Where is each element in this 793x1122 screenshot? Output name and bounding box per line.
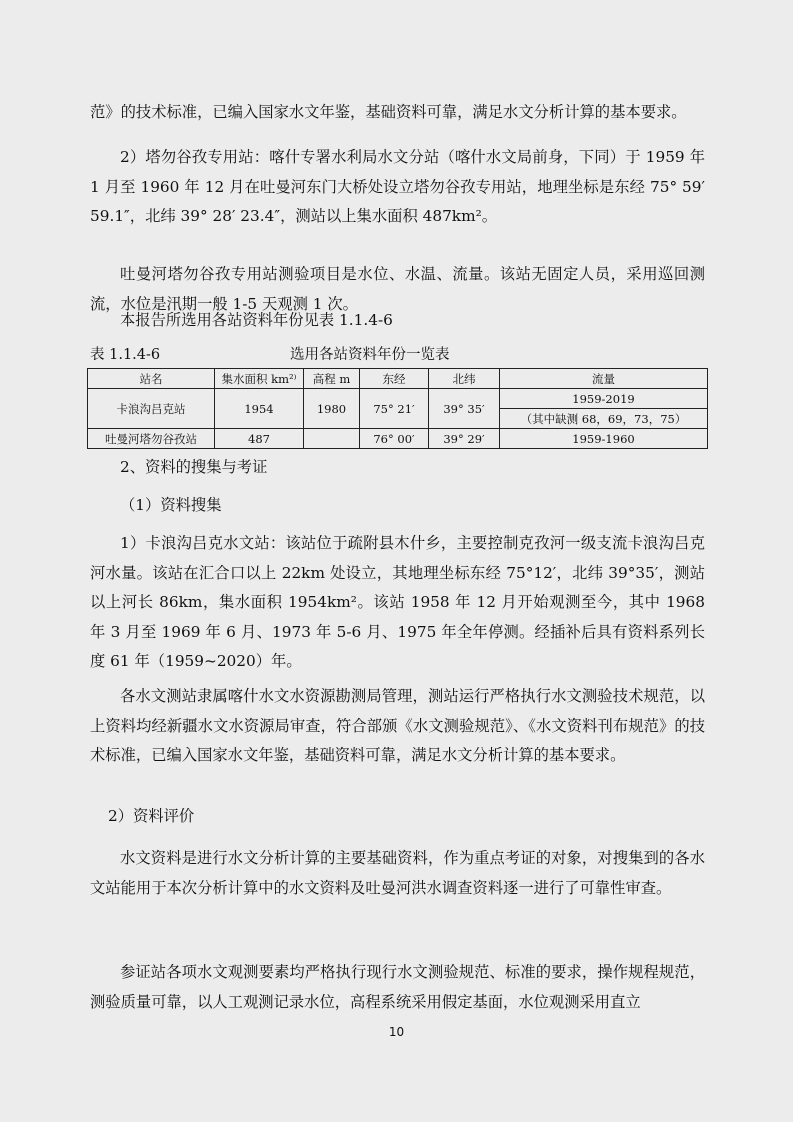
header-longitude: 东经 <box>360 369 429 389</box>
cell-longitude: 75° 21′ <box>360 389 429 429</box>
table-row <box>88 389 708 409</box>
cell-longitude: 76° 00′ <box>360 429 429 449</box>
paragraph-tawuguzi-items: 吐曼河塔勿谷孜专用站测验项目是水位、水温、流量。该站无固定人员，采用巡回测流，水位是汛期一般 1-5 天观测 1 次。 <box>90 265 705 313</box>
paragraph-kalanggou-station: 1）卡浪沟吕克水文站：该站位于疏附县木什乡，主要控制克孜河一级支流卡浪沟吕克河水量。该站在汇合口以上 22km 处设立，其地理坐标东经 75°12′，北纬 39°35′，测站以上河长 86km，集水面积 1954km²。该站 1958 年 12 月开始观测至今，其中 1968 年 3 月至 1969 年 6 月、1973 年 5-6 月、1975 年全年停测。经插补后具有资料系列长度 61 年（1959~2020）年。 <box>90 534 705 670</box>
cell-latitude: 39° 29′ <box>429 429 500 449</box>
table-caption <box>90 344 705 366</box>
header-elevation: 高程 m <box>304 369 360 389</box>
cell-flow-years: 1959-2019 <box>500 389 708 409</box>
cell-flow-years: 1959-1960 <box>500 429 708 449</box>
subsection-heading-evaluation: 2）资料评价 <box>108 807 195 825</box>
header-area: 集水面积 km²⁾ <box>215 369 304 389</box>
cell-flow-missing: （其中缺测 68，69，73，75） <box>500 409 708 429</box>
cell-elevation: 1980 <box>304 389 360 429</box>
section-heading-collection: 2、资料的搜集与考证 <box>120 458 268 476</box>
header-latitude: 北纬 <box>429 369 500 389</box>
header-flow: 流量 <box>500 369 708 389</box>
table-row <box>88 429 708 449</box>
cell-area: 1954 <box>215 389 304 429</box>
cell-station-name: 吐曼河塔勿谷孜站 <box>88 429 215 449</box>
cell-latitude: 39° 35′ <box>429 389 500 429</box>
table-header-row <box>88 369 708 389</box>
paragraph-table-reference: 本报告所选用各站资料年份见表 1.1.4-6 <box>120 311 393 329</box>
paragraph-management: 各水文测站隶属喀什水文水资源勘测局管理，测站运行严格执行水文测验技术规范，以上资料均经新疆水文水资源局审查，符合部颁《水文测验规范》、《水文资料刊布规范》的技术标准，已编入国家水文年鉴，基础资料可靠，满足水文分析计算的基本要求。 <box>90 687 705 764</box>
paragraph-evaluation: 水文资料是进行水文分析计算的主要基础资料，作为重点考证的对象，对搜集到的各水文站能用于本次分析计算中的水文资料及吐曼河洪水调查资料逐一进行了可靠性审查。 <box>90 849 705 897</box>
header-station: 站名 <box>88 369 215 389</box>
table-title: 选用各站资料年份一览表 <box>290 347 450 363</box>
paragraph-reference-station: 参证站各项水文观测要素均严格执行现行水文测验规范、标准的要求，操作规程规范，测验质量可靠，以人工观测记录水位，高程系统采用假定基面，水位观测采用直立 <box>90 963 705 1011</box>
paragraph-continuation: 范》的技术标准，已编入国家水文年鉴，基础资料可靠，满足水文分析计算的基本要求。 <box>90 103 687 121</box>
subsection-heading-collection: （1）资料搜集 <box>120 496 222 514</box>
page-number: 10 <box>388 1025 405 1039</box>
station-years-table <box>87 368 708 449</box>
cell-station-name: 卡浪沟吕克站 <box>88 389 215 429</box>
table-number: 表 1.1.4-6 <box>90 347 161 363</box>
cell-elevation <box>304 429 360 449</box>
paragraph-tawuguzi-station: 2）塔勿谷孜专用站：喀什专署水利局水文分站（喀什水文局前身，下同）于 1959 年 1 月至 1960 年 12 月在吐曼河东门大桥处设立塔勿谷孜专用站，地理坐标是东经 75° 59′ 59.1″，北纬 39° 28′ 23.4″，测站以上集水面积 487km²。 <box>90 148 705 225</box>
cell-area: 487 <box>215 429 304 449</box>
